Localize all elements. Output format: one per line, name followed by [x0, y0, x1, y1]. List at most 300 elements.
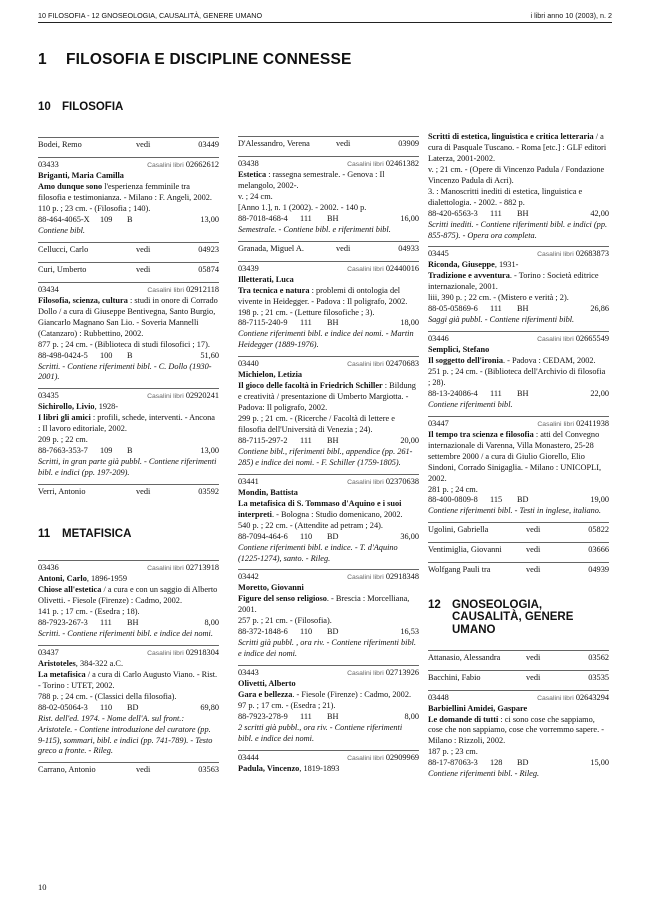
- entry-title: I libri gli amici: [38, 413, 91, 423]
- format: B: [127, 214, 133, 224]
- cross-reference: [38, 242, 219, 257]
- section-title: GNOSEOLOGIA, CAUSALITÀ, GENERE UMANO: [452, 599, 574, 636]
- class-code: 110: [300, 531, 313, 541]
- entry-author: Michielon, Letizia: [238, 370, 303, 380]
- entry-author-dates: , 1896-1959: [86, 574, 127, 584]
- page-number: 10: [38, 881, 47, 892]
- catalog-entry: [428, 416, 609, 518]
- entry-volume: 3. : Manoscritti inediti di estetica, linguistica e dialettologia. - 2002. - 882 p.: [428, 186, 583, 207]
- entry-note: Scritti. - Contiene riferimenti bibl. - C. Dollo (1930-2001).: [38, 361, 212, 382]
- entry-code: [147, 563, 219, 574]
- catalog-entry: [38, 388, 219, 479]
- isbn: 88-02-05064-3: [38, 702, 88, 712]
- price: 15,00: [590, 758, 609, 768]
- ref-author: D'Alessandro, Verena: [238, 139, 310, 148]
- entry-desc: : problemi di ontologia del vivente in Heidegger. - Padova : Il poligrafo, 2002.: [238, 285, 408, 306]
- isbn: 88-7923-267-3: [38, 617, 88, 627]
- entry-author-dates: , 1931-: [494, 260, 519, 270]
- running-header-left: 10 FILOSOFIA - 12 GNOSEOLOGIA, CAUSALITÀ, GENERE UMANO: [38, 11, 263, 20]
- class-code: 111: [490, 304, 502, 314]
- casalini-label: Casalini libri: [147, 649, 184, 657]
- cross-reference: [38, 137, 219, 152]
- entry-isbn-line: [428, 495, 609, 506]
- entry-code: [347, 359, 419, 370]
- ref-see: vedi: [526, 545, 541, 555]
- entry-title: Scritti di estetica, linguistica e critica letteraria: [428, 132, 594, 141]
- entry-physical: 877 p. ; 24 cm. - (Biblioteca di studi filosofici ; 17).: [38, 339, 210, 349]
- ref-see: vedi: [136, 765, 151, 775]
- ref-see: vedi: [526, 652, 541, 662]
- price: 42,00: [590, 208, 609, 218]
- entry-id: 03441: [238, 476, 259, 486]
- cross-reference: [428, 542, 609, 557]
- entry-note: Contiene riferimenti bibl. - Testi in inglese, italiano.: [428, 506, 601, 516]
- entry-note: Contiene riferimenti bibl. e indice dei nomi. - Martin Heidegger (1889-1976).: [238, 329, 414, 350]
- entry-physical: 141 p. ; 17 cm. - (Esedra ; 18).: [38, 607, 140, 617]
- entry-isbn-line: [38, 351, 219, 362]
- price: 36,00: [400, 531, 419, 541]
- catalog-entry: [38, 282, 219, 384]
- isbn: 88-7115-240-9: [238, 318, 288, 328]
- entry-author: Briganti, Maria Camilla: [38, 171, 124, 181]
- casalini-label: Casalini libri: [537, 251, 574, 259]
- class-code: 111: [300, 711, 312, 721]
- entry-desc: : rassegna semestrale. - Genova : Il melangolo, 2002-.: [238, 170, 385, 190]
- entry-title: Estetica: [238, 170, 267, 179]
- entry-desc: : Bildung e creatività / presentazione di Umberto Margiotta. - Padova: Il poligrafo, 2002.: [238, 381, 416, 413]
- ref-see: vedi: [526, 672, 541, 682]
- format: BD: [327, 627, 339, 637]
- catalog-entry: [238, 750, 419, 775]
- entry-code: [537, 419, 609, 430]
- entry-id: 03434: [38, 284, 59, 294]
- isbn: 88-13-24086-4: [428, 388, 478, 398]
- entry-id: 03448: [428, 692, 449, 702]
- entry-desc: / a cura di Carlo Augusto Viano. - Rist. - Torino : UTET, 2002.: [38, 669, 218, 690]
- entry-code: [147, 391, 219, 402]
- code-number: 02470683: [385, 359, 419, 369]
- entry-author: Barbiellini Amidei, Gaspare: [428, 703, 528, 713]
- entry-physical: 257 p. ; 21 cm. - (Filosofia).: [238, 616, 332, 626]
- cross-reference: [428, 670, 609, 685]
- entry-desc: / a cura e con un saggio di Alberto Olivetti. - Fiesole (Firenze) : Cadmo, 2002.: [38, 585, 218, 606]
- section-heading-12: [428, 599, 609, 635]
- ref-number[interactable]: 05822: [588, 525, 609, 535]
- ref-see: vedi: [136, 264, 151, 274]
- code-number: 02920241: [185, 391, 219, 401]
- code-number: 02918304: [185, 647, 219, 657]
- cross-reference: [428, 522, 609, 537]
- format: BD: [517, 758, 529, 768]
- entry-author-dates: , 1928-: [94, 402, 119, 412]
- entry-isbn-line: [428, 304, 609, 315]
- entry-title: Le domande di tutti: [428, 714, 499, 724]
- format: BH: [327, 213, 339, 223]
- entry-id: 03437: [38, 647, 59, 657]
- cross-reference: [38, 484, 219, 499]
- code-number: 02912118: [186, 284, 219, 294]
- entry-title: Chiose all'estetica: [38, 585, 102, 595]
- casalini-label: Casalini libri: [537, 694, 574, 702]
- class-code: 111: [300, 435, 312, 445]
- ref-number[interactable]: 03909: [398, 139, 419, 148]
- entry-isbn-line: [238, 436, 419, 447]
- class-code: 110: [300, 627, 313, 637]
- cross-reference: [428, 562, 609, 577]
- column-1: [38, 100, 219, 777]
- entry-desc: . - Bologna : Studio domenicano, 2002.: [271, 509, 403, 519]
- entry-physical: 97 p. ; 17 cm. - (Esedra ; 21).: [238, 700, 336, 710]
- entry-physical: 187 p. ; 23 cm.: [428, 747, 478, 757]
- class-code: 128: [490, 758, 503, 768]
- casalini-label: Casalini libri: [147, 393, 184, 401]
- ref-see: vedi: [336, 139, 351, 148]
- casalini-label: Casalini libri: [347, 478, 384, 486]
- cross-reference: [238, 136, 419, 151]
- entry-isbn-line: [238, 712, 419, 723]
- entry-id: 03438: [238, 159, 259, 168]
- price: 8,00: [204, 617, 219, 627]
- cross-reference: [238, 241, 419, 256]
- entry-title: La metafisica: [38, 669, 86, 679]
- entry-physical: 110 p. ; 23 cm. - (Filosofia ; 140).: [38, 203, 151, 213]
- isbn: 88-7094-464-6: [238, 531, 288, 541]
- entry-id: 03447: [428, 418, 449, 428]
- catalog-entry: [38, 157, 219, 237]
- entry-isbn-line: [238, 532, 419, 543]
- isbn: 88-17-87063-3: [428, 758, 478, 768]
- price: 22,00: [590, 388, 609, 398]
- format: BD: [127, 702, 139, 712]
- ref-number[interactable]: 03666: [588, 545, 609, 555]
- entry-author: Antoni, Carlo: [38, 574, 87, 584]
- catalog-entry: [428, 246, 609, 326]
- catalog-entry: [238, 665, 419, 745]
- ref-see: vedi: [136, 487, 151, 497]
- running-header: [38, 10, 612, 23]
- price: 26,86: [590, 304, 609, 314]
- entry-desc: . - Padova : CEDAM, 2002.: [502, 356, 596, 366]
- price: 69,80: [200, 702, 219, 712]
- price: 13,00: [200, 446, 219, 456]
- catalog-entry: [238, 356, 419, 469]
- entry-id: 03442: [238, 572, 259, 582]
- entry-physical: v. ; 24 cm.: [238, 191, 273, 201]
- column-2: [238, 136, 419, 775]
- entry-id: 03440: [238, 359, 259, 369]
- entry-isbn-line: [38, 446, 219, 457]
- ref-number[interactable]: 03535: [588, 672, 609, 682]
- entry-code: [347, 572, 419, 583]
- code-number: 02440016: [385, 263, 419, 273]
- entry-code: [537, 334, 609, 345]
- entry-code: [347, 264, 419, 275]
- code-number: 02411938: [576, 418, 609, 428]
- class-code: 111: [490, 208, 502, 218]
- class-code: 110: [100, 702, 113, 712]
- entry-desc: . - Brescia : Morcelliana, 2001.: [238, 594, 410, 615]
- code-number: 02662612: [185, 160, 219, 170]
- cross-reference: [38, 762, 219, 777]
- entry-desc: . - Torino : Società editrice internazionale, 2001.: [428, 271, 599, 292]
- entry-isbn-line: [238, 627, 419, 638]
- entry-title: Figure del senso religioso: [238, 594, 327, 604]
- entry-note: Saggi già pubbl. - Contiene riferimenti bibl.: [428, 315, 575, 325]
- entry-note: Contiene bibl., riferimenti bibl., appendice (pp. 261-285) e indice dei nomi. - F. Schiller (1759-1805).: [238, 446, 413, 467]
- ref-author: Ugolini, Gabriella: [428, 525, 489, 535]
- format: B: [127, 350, 133, 360]
- casalini-label: Casalini libri: [347, 265, 384, 273]
- ref-author: Curi, Umberto: [38, 264, 87, 274]
- ref-number[interactable]: 03562: [588, 652, 609, 662]
- entry-note: Contiene bibl.: [38, 225, 86, 235]
- section-number: 11: [38, 528, 51, 541]
- entry-isbn-line: [428, 389, 609, 400]
- ref-number[interactable]: 04933: [398, 243, 419, 253]
- entry-isbn-line: [238, 214, 419, 225]
- ref-author: Bodei, Remo: [38, 140, 82, 150]
- catalog-entry-continued: [428, 132, 609, 241]
- format: BD: [327, 531, 339, 541]
- class-code: 111: [300, 213, 312, 223]
- entry-physical: v. ; 21 cm. - (Opere di Vincenzo Padula / Fondazione Vincenzo Padula di Acri).: [428, 164, 605, 185]
- entry-note: 2 scritti già pubbl., ora riv. - Contiene riferimenti bibl. e indice dei nomi.: [238, 722, 403, 743]
- class-code: 111: [490, 388, 502, 398]
- entry-id: 03443: [238, 668, 259, 678]
- entry-code: [537, 693, 609, 704]
- entry-id: 03433: [38, 160, 59, 170]
- section-heading-10: [38, 100, 219, 115]
- entry-title: Amo dunque sono: [38, 182, 103, 192]
- entry-title: Filosofia, scienza, cultura: [38, 295, 128, 305]
- price: 8,00: [404, 711, 419, 721]
- class-code: 109: [100, 446, 113, 456]
- entry-isbn-line: [428, 209, 609, 220]
- format: BD: [517, 495, 529, 505]
- ref-number[interactable]: 04923: [198, 244, 219, 254]
- casalini-label: Casalini libri: [537, 420, 575, 428]
- casalini-label: Casalini libri: [347, 161, 384, 168]
- catalog-entry: [428, 690, 609, 781]
- entry-isbn-line: [38, 703, 219, 714]
- entry-desc: : profili, schede, interventi. - Ancona : Il lavoro editoriale, 2002.: [38, 413, 215, 434]
- entry-title: Il tempo tra scienza e filosofia: [428, 429, 534, 439]
- cross-reference: [38, 262, 219, 277]
- entry-note: Contiene riferimenti bibl. e indice. - T. d'Aquino (1225-1274), santo. - Rileg.: [238, 542, 398, 563]
- casalini-label: Casalini libri: [537, 336, 574, 344]
- ref-see: vedi: [136, 140, 151, 150]
- entry-physical: 209 p. ; 22 cm.: [38, 435, 88, 445]
- ref-number[interactable]: 03563: [198, 765, 219, 775]
- entry-code: [347, 159, 419, 170]
- ref-author: Bacchini, Fabio: [428, 672, 481, 682]
- entry-title: Tra tecnica e natura: [238, 285, 310, 295]
- ref-author: Ventimiglia, Giovanni: [428, 545, 502, 555]
- entry-note: Semestrale. - Contiene bibl. e riferimenti bibl.: [238, 224, 391, 234]
- isbn: 88-372-1848-6: [238, 627, 288, 637]
- catalog-entry: [238, 569, 419, 660]
- isbn: 88-7923-278-9: [238, 711, 288, 721]
- entry-physical: 198 p. ; 21 cm. - (Letture filosofiche ; 3).: [238, 307, 375, 317]
- entry-desc: : studi in onore di Corrado Dollo / a cura di Giuseppe Bentivegna, Santo Burgio, Giancarlo Magnano San Lio. - Soveria Mannelli (Catanzaro) : Rubbettino, 2002.: [38, 295, 218, 338]
- price: 18,00: [400, 318, 419, 328]
- entry-id: 03435: [38, 391, 59, 401]
- format: BH: [327, 435, 339, 445]
- ref-number[interactable]: 05874: [198, 264, 219, 274]
- entry-isbn-line: [238, 318, 419, 329]
- isbn: 88-420-6563-3: [428, 208, 478, 218]
- isbn: 88-7663-353-7: [38, 446, 88, 456]
- code-number: 02665549: [575, 334, 609, 344]
- isbn: 88-7018-468-4: [238, 213, 288, 223]
- entry-author: Riconda, Giuseppe: [428, 260, 495, 270]
- price: 16,53: [400, 627, 419, 637]
- entry-isbn-line: [428, 758, 609, 769]
- entry-id: 03436: [38, 563, 59, 573]
- isbn: 88-464-4065-X: [38, 214, 90, 224]
- casalini-label: Casalini libri: [347, 670, 384, 678]
- section-title: FILOSOFIA: [62, 101, 124, 113]
- entry-desc: l'esperienza femminile tra filosofia e testimonianza. - Milano : F. Angeli, 2002.: [38, 182, 213, 203]
- format: BH: [517, 388, 529, 398]
- price: 13,00: [200, 214, 219, 224]
- entry-author: Olivetti, Alberto: [238, 679, 296, 689]
- code-number: 02643294: [575, 692, 609, 702]
- entry-volume: [Anno 1.], n. 1 (2002). - 2002. - 140 p.: [238, 202, 367, 212]
- code-number: 02713926: [385, 668, 419, 678]
- code-number: 02370638: [385, 476, 419, 486]
- entry-note: Contiene riferimenti bibl.: [428, 399, 513, 409]
- chapter-heading: [38, 50, 352, 70]
- format: BH: [127, 617, 139, 627]
- ref-author: Wolfgang Pauli tra: [428, 565, 491, 575]
- entry-code: [347, 477, 419, 488]
- entry-title: La metafisica di S. Tommaso d'Aquino e i suoi interpreti: [238, 498, 402, 519]
- ref-see: vedi: [136, 244, 151, 254]
- code-number: 02918348: [385, 572, 419, 582]
- column-3: [428, 132, 609, 780]
- catalog-entry: [238, 156, 419, 236]
- ref-author: Attanasio, Alessandra: [428, 652, 501, 662]
- entry-code: [347, 753, 419, 764]
- casalini-label: Casalini libri: [347, 574, 384, 582]
- entry-id: 03446: [428, 334, 449, 344]
- catalog-entry: [238, 474, 419, 565]
- entry-physical: 281 p. ; 24 cm.: [428, 484, 478, 494]
- entry-note: Scritti, in gran parte già pubbl. - Contiene riferimenti bibl. e indici (pp. 197-209).: [38, 457, 217, 478]
- entry-code: [347, 668, 419, 679]
- class-code: 111: [300, 318, 312, 328]
- format: BH: [327, 711, 339, 721]
- catalog-entry: [38, 645, 219, 758]
- ref-see: vedi: [526, 565, 541, 575]
- entry-author: Padula, Vincenzo: [238, 763, 300, 773]
- casalini-label: Casalini libri: [347, 754, 384, 762]
- catalog-entry: [238, 261, 419, 352]
- entry-author-dates: , 1819-1893: [299, 763, 340, 773]
- entry-desc: : atti del Convegno internazionale di Varenna, Villa Monastero, 25-28 settembre 2000 / a cura di Giulio Giorello, Elio Sindoni, Corrado Sinigaglia. - Milano : UNICOPLI, 2002.: [428, 429, 602, 483]
- section-heading-11: [38, 527, 219, 542]
- entry-author: Aristoteles: [38, 658, 76, 668]
- entry-title: Gara e bellezza: [238, 690, 293, 699]
- entry-author: Mondin, Battista: [238, 487, 298, 497]
- catalog-entry: [428, 331, 609, 411]
- ref-number[interactable]: 03592: [198, 487, 219, 497]
- entry-physical: 299 p. ; 21 cm. - (Ricerche / Facoltà di lettere e filosofia dell'Università di Venezia ; 24).: [238, 414, 395, 434]
- entry-isbn-line: [38, 215, 219, 226]
- price: 19,00: [590, 495, 609, 505]
- chapter-number: 1: [38, 51, 47, 68]
- entry-isbn-line: [38, 618, 219, 629]
- entry-physical: 251 p. ; 24 cm. - (Biblioteca dell'Archivio di filosofia ; 28).: [428, 367, 606, 387]
- entry-id: 03444: [238, 752, 259, 762]
- format: B: [127, 446, 133, 456]
- entry-code: [147, 285, 219, 296]
- code-number: 02713918: [185, 563, 219, 573]
- entry-note: Rist. dell'ed. 1974. - Nome dell'A. sul front.: Aristotele. - Contiene introduzione del curatore (pp. 9-115), sommari, bibl. e indici (pp. 741-789). - Testo greco a fronte. - Rileg.: [38, 713, 213, 756]
- casalini-label: Casalini libri: [347, 361, 384, 369]
- section-title: METAFISICA: [62, 528, 132, 541]
- class-code: 109: [100, 214, 113, 224]
- format: BH: [327, 318, 339, 328]
- section-number: 12: [428, 599, 441, 612]
- entry-author: Moretto, Giovanni: [238, 583, 304, 593]
- ref-author: Cellucci, Carlo: [38, 244, 89, 254]
- entry-physical: 540 p. ; 22 cm. - (Attendite ad petram ; 24).: [238, 520, 383, 530]
- entry-title: Il soggetto dell'ironia: [428, 356, 503, 366]
- entry-code: [537, 249, 609, 260]
- code-number: 02683873: [575, 249, 609, 259]
- entry-title: Il gioco delle facoltà in Friedrich Schiller: [238, 381, 383, 391]
- entry-title: Tradizione e avventura: [428, 271, 510, 281]
- class-code: 111: [100, 617, 112, 627]
- entry-author: Semplici, Stefano: [428, 345, 490, 355]
- ref-author: Granada, Miguel A.: [238, 243, 304, 253]
- entry-desc: / a cura di Pasquale Tuscano. - Roma [etc.] : GLF editori Laterza, 2001-2002.: [428, 132, 607, 163]
- price: 16,00: [400, 213, 419, 223]
- ref-see: vedi: [526, 525, 541, 535]
- entry-author: Sichirollo, Livio: [38, 402, 95, 412]
- entry-code: [147, 160, 219, 171]
- entry-desc: . - Fiesole (Firenze) : Cadmo, 2002.: [292, 690, 412, 699]
- code-number: 02461382: [385, 159, 419, 168]
- isbn: 88-400-0809-8: [428, 495, 478, 505]
- casalini-label: Casalini libri: [147, 565, 184, 573]
- running-header-right: i libri anno 10 (2003), n. 2: [530, 11, 612, 20]
- class-code: 115: [490, 495, 503, 505]
- entry-physical: 788 p. ; 24 cm. - (Classici della filosofia).: [38, 691, 177, 701]
- entry-note: Scritti. - Contiene riferimenti bibl. e indice dei nomi.: [38, 628, 213, 638]
- ref-number[interactable]: 04939: [588, 565, 609, 575]
- entry-physical: liii, 390 p. ; 22 cm. - (Mistero e verità ; 2).: [428, 293, 569, 303]
- ref-number[interactable]: 03449: [198, 140, 219, 150]
- chapter-title: FILOSOFIA E DISCIPLINE CONNESSE: [66, 51, 352, 68]
- ref-see: vedi: [336, 243, 351, 253]
- isbn: 88-05-05869-6: [428, 304, 478, 314]
- section-number: 10: [38, 101, 51, 113]
- entry-note: Contiene riferimenti bibl. - Rileg.: [428, 769, 540, 779]
- entry-note: Scritti già pubbl. , ora riv. - Contiene riferimenti bibl. e indice dei nomi.: [238, 638, 416, 659]
- code-number: 02909969: [385, 752, 419, 762]
- price: 20,00: [400, 435, 419, 445]
- isbn: 88-498-0424-5: [38, 350, 88, 360]
- casalini-label: Casalini libri: [147, 286, 185, 294]
- price: 51,60: [200, 350, 219, 360]
- cross-reference: [428, 650, 609, 665]
- entry-author-dates: , 384-322 a.C.: [75, 658, 124, 668]
- entry-author: Illetterati, Luca: [238, 274, 294, 284]
- class-code: 100: [100, 350, 113, 360]
